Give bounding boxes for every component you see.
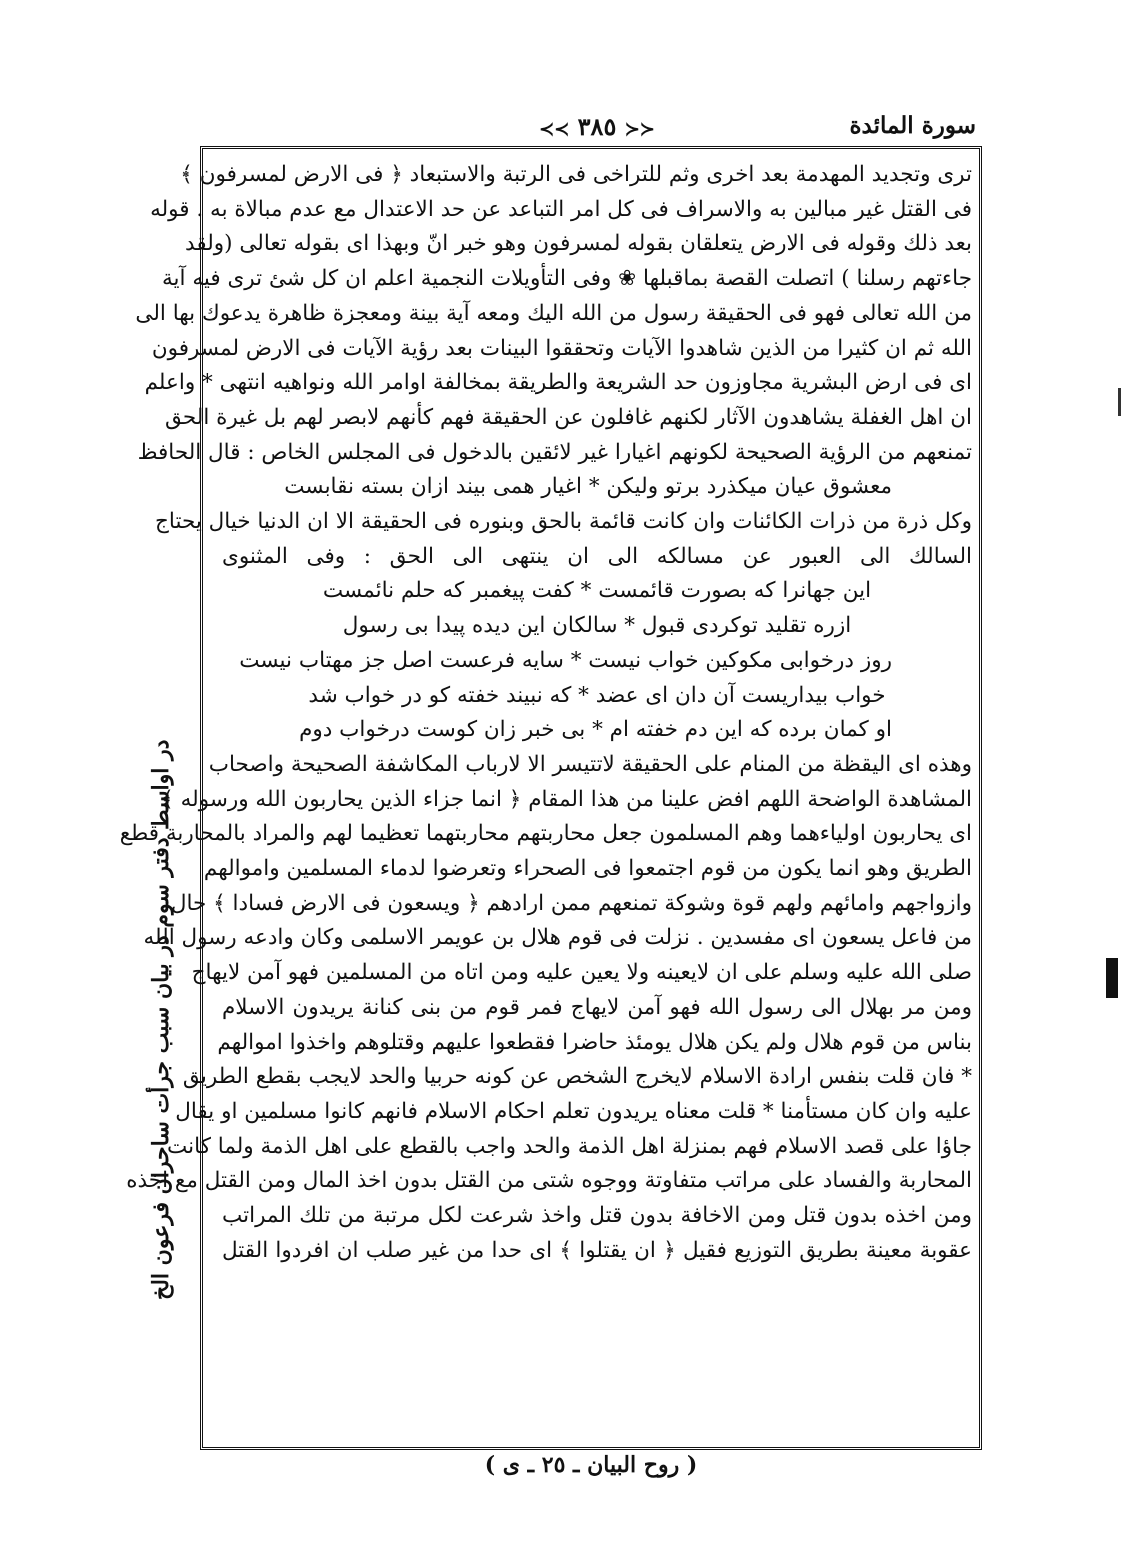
- text-line: جاءتهم رسلنا ) اتصلت القصة بماقبلها ❀ وفى التأويلات النجمية اعلم ان كل شئ ترى فيه آية: [162, 266, 972, 292]
- text-line: ومن مر بهلال الى رسول الله فهو آمن لايهاج فمر قوم من بنى كنانة يريدون الاسلام: [222, 994, 972, 1020]
- text-line: المشاهدة الواضحة اللهم افض علينا من هذا المقام ﴿ انما جزاء الذين يحاربون الله ورسوله ﴾: [161, 786, 972, 812]
- text-line: الطريق وهو انما يكون من قوم اجتمعوا فى الصحراء وتعرضوا لدماء المسلمين واموالهم: [203, 856, 972, 882]
- page-number: ٣٨٥: [577, 112, 617, 141]
- ornament-left: ≻≻: [539, 119, 570, 140]
- page-number-group: [539, 112, 655, 141]
- scan-edge-mark: [1106, 958, 1118, 998]
- text-line: المحاربة والفساد على مراتب متفاوتة ووجوه شتى من القتل بدون اخذ المال ومن القتل مع اخذه: [126, 1168, 972, 1194]
- verse-line: او كمان برده كه اين دم خفته ام * بى خبر زان كوست درخواب دوم: [299, 717, 892, 743]
- text-line: * فان قلت بنفس ارادة الاسلام لايخرج الشخص عن كونه حربيا والحد لايجب بقطع الطريق: [182, 1064, 972, 1090]
- text-line: بناس من قوم هلال ولم يكن هلال يومئذ حاضرا فقطعوا عليهم وقتلوهم واخذوا اموالهم: [217, 1029, 972, 1055]
- verse-line: خواب بيداريست آن دان اى عضد * كه نبيند خفته كو در خواب شد: [308, 682, 886, 708]
- verse-line: ازره تقليد توكردى قبول * سالكان اين ديده پيدا بى رسول: [342, 613, 852, 639]
- text-line: بعد ذلك وقوله فى الارض يتعلقان بقوله لمسرفون وهو خبر انّ وبهذا اى بقوله تعالى (ولقد: [185, 231, 972, 257]
- page-header: [218, 112, 976, 148]
- text-line: من فاعل يسعون اى مفسدين . نزلت فى قوم هلال بن عويمر الاسلمى وكان وادعه رسول الله: [143, 925, 972, 951]
- page-footer: ( روح البيان ـ ٢٥ ـ ى ): [484, 1452, 698, 1478]
- text-line: عقوبة معينة بطريق التوزيع فقيل ﴿ ان يقتلوا ﴾ اى حدا من غير صلب ان افردوا القتل: [222, 1237, 972, 1263]
- text-line: عليه وان كان مستأمنا * قلت معناه يريدون تعلم احكام الاسلام فانهم كانوا مسلمين او يقال: [175, 1098, 972, 1124]
- text-line: ومن اخذه بدون قتل ومن الاخافة بدون قتل واخذ شرعت لكل مرتبة من تلك المراتب: [222, 1203, 972, 1229]
- text-line: فى القتل غير مبالين به والاسراف فى كل امر التباعد عن حد الاعتدال مع عدم مبالاة به . قوله: [150, 196, 972, 222]
- text-line: وهذه اى اليقظة من المنام على الحقيقة لاتتيسر الا لارباب المكاشفة الصحيحة واصحاب: [208, 751, 972, 777]
- text-line: الله ثم ان كثيرا من الذين شاهدوا الآيات وتحققوا البينات بعد رؤية الآيات فى الارض لمسرفون: [151, 335, 972, 361]
- text-line: جاؤا على قصد الاسلام فهم بمنزلة اهل الذمة والحد واجب بالقطع على اهل الذمة ولما كانت: [167, 1133, 972, 1159]
- ornament-right: ≺≺: [624, 119, 655, 140]
- surah-name: سورة المائدة: [849, 112, 976, 139]
- margin-note: در اواسط دفتر سوم در بيان سبب جرأت ساحران فرعون الخ: [148, 739, 174, 1301]
- verse-line: روز درخوابى مكوكين خواب نيست * سايه فرعست اصل جز مهتاب نيست: [239, 647, 892, 673]
- text-line: صلى الله عليه وسلم على ان لايعينه ولا يعين عليه ومن اتاه من المسلمين فهو آمن لايهاج: [191, 960, 972, 986]
- text-line: من الله تعالى فهو فى الحقيقة رسول من الله اليك ومعه آية بينة ومعجزة ظاهرة يدعوك بها الى: [135, 300, 972, 326]
- text-line: ترى وتجديد المهدمة بعد اخرى وثم للتراخى فى الرتبة والاستبعاد ﴿ فى الارض لمسرفون ﴾: [180, 162, 972, 187]
- text-line: ان اهل الغفلة يشاهدون الآثار لكنهم غافلون عن الحقيقة فهم كأنهم لابصر لهم بل غيرة الحق: [165, 404, 972, 430]
- verse-line: معشوق عيان ميكذرد برتو وليكن * اغيار همى بيند ازان بسته نقابست: [284, 474, 892, 500]
- verse-line: اين جهانرا كه بصورت قائمست * كفت پيغمبر كه حلم نائمست: [322, 578, 872, 604]
- text-line: تمنعهم من الرؤية الصحيحة لكونهم اغيارا غير لائقين بالدخول فى المجلس الخاص : قال الحافظ: [137, 439, 972, 465]
- scan-edge-tick: [1118, 388, 1121, 416]
- text-line: اى يحاربون اولياءهما وهم المسلمون جعل محاربتهم محاربتهما تعظيما لهم والمراد بالمحاربة قطع: [119, 821, 972, 847]
- text-line: السالك الى العبور عن مسالكه الى ان ينتهى الى الحق : وفى المثنوى: [222, 543, 972, 569]
- text-line: وازواجهم وامائهم ولهم قوة وشوكة تمنعهم ممن ارادهم ﴿ ويسعون فى الارض فسادا ﴾ حال: [170, 890, 972, 916]
- text-line: وكل ذرة من ذرات الكائنات وان كانت قائمة بالحق وبنوره فى الحقيقة الا ان الدنيا خيال يحتاج: [155, 509, 972, 535]
- text-line: اى فى ارض البشرية مجاوزون حد الشريعة والطريقة بمخالفة اوامر الله ونواهيه انتهى * واعلم: [144, 370, 972, 396]
